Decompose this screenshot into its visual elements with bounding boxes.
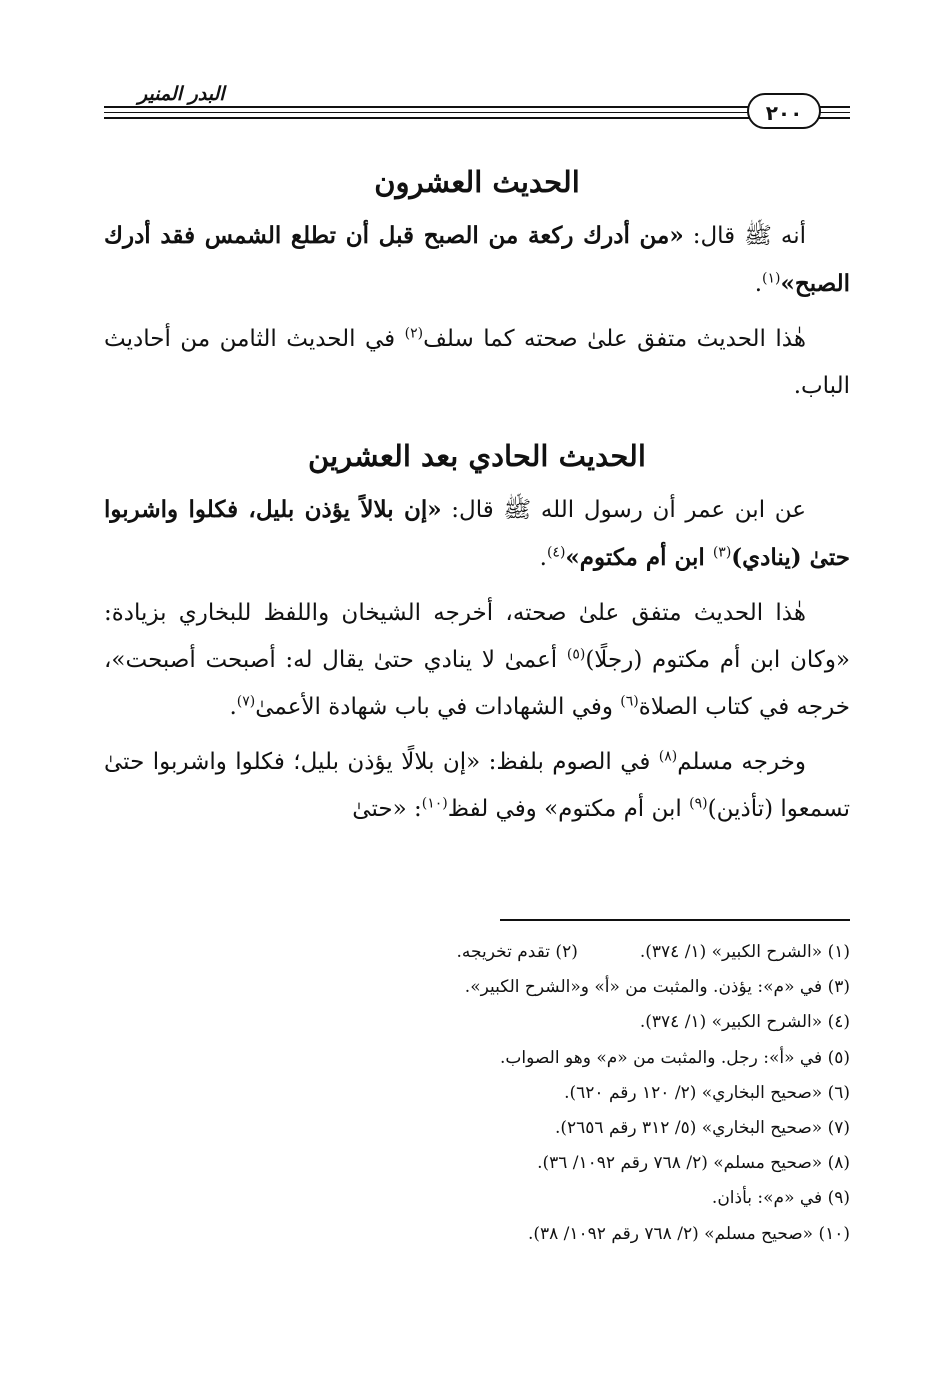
hadith-quote: «إن بلالاً يؤذن بليل، فكلوا واشربوا حتىٰ (ينادي): [104, 496, 850, 571]
paragraph: [104, 212, 850, 308]
text: وخرجه مسلم: [677, 749, 806, 775]
text: أعمىٰ لا ينادي حتىٰ يقال له: أصبحت أصبحت»، خرجه في كتاب الصلاة: [104, 647, 850, 720]
footnote: (٢) تقدم تخريجه.: [456, 942, 578, 962]
footnote-ref: (٦): [620, 693, 639, 710]
page-number: ٢٠٠: [747, 93, 821, 129]
hadith-quote: ابن أم مكتوم»: [565, 544, 713, 571]
header-rule: [104, 117, 850, 119]
footnote-ref: (٢): [404, 325, 424, 342]
text: في الصوم بلفظ: «إن بلالًا يؤذن بليل؛ فكلوا واشربوا حتىٰ تسمعوا (تأذين): [104, 749, 850, 822]
header-rule: [104, 106, 850, 108]
footnote: (٣) في «م»: يؤذن. والمثبت من «أ» و«الشرح الكبير».: [464, 977, 850, 998]
footnote-ref: (١): [762, 270, 781, 287]
footnote: (٦) «صحيح البخاري» (٢/ ١٢٠ رقم ٦٢٠).: [564, 1082, 850, 1103]
text: في الحديث الثامن من أحاديث الباب.: [104, 326, 850, 399]
footnote-ref: (٤): [546, 544, 566, 561]
text: هٰذا الحديث متفق علىٰ صحته كما سلف: [423, 326, 806, 352]
text: .: [754, 271, 763, 297]
main-text: [104, 162, 850, 833]
footnote-ref: (٧): [236, 693, 256, 710]
paragraph: [104, 316, 850, 410]
page-header: [104, 82, 850, 130]
footnote-separator: [500, 919, 850, 921]
footnote-ref: (١٠): [421, 795, 448, 812]
text: .: [229, 694, 237, 720]
footnote: (٨) «صحيح مسلم» (٢/ ٧٦٨ رقم ١٠٩٢/ ٣٦).: [537, 1153, 850, 1174]
text: هٰذا الحديث متفق علىٰ صحته، أخرجه الشيخان واللفظ للبخاري بزيادة: «وكان ابن أم مكتوم (رجلًا): [104, 600, 850, 673]
paragraph: [104, 739, 850, 833]
footnote-ref: (٣): [712, 544, 732, 561]
paragraph: [104, 590, 850, 731]
footnote: (٧) «صحيح البخاري» (٥/ ٣١٢ رقم ٢٦٥٦).: [554, 1118, 850, 1139]
text: عن ابن عمر أن رسول الله ﷺ قال:: [441, 497, 806, 523]
footnote: (٥) في «أ»: رجل. والمثبت من «م» وهو الصواب.: [500, 1047, 850, 1068]
header-rule: [104, 112, 850, 113]
footnote-ref: (٩): [689, 795, 708, 812]
text: .: [539, 545, 547, 571]
section-title: الحديث العشرون: [374, 165, 580, 199]
footnotes: [104, 935, 850, 1252]
text: وفي الشهادات في باب شهادة الأعمىٰ: [255, 694, 621, 720]
text: : «حتىٰ: [352, 796, 422, 822]
hadith-quote: «من أدرك ركعة من الصبح قبل أن تطلع الشمس فقد أدرك الصبح»: [104, 222, 850, 297]
footnote-ref: (٥): [566, 646, 586, 663]
footnote: (١) «الشرح الكبير» (١/ ٣٧٤).: [639, 942, 850, 962]
footnote: (٤) «الشرح الكبير» (١/ ٣٧٤).: [639, 1012, 850, 1033]
text: ابن أم مكتوم» وفي لفظ: [447, 796, 690, 822]
footnote: (١٠) «صحيح مسلم» (٢/ ٧٦٨ رقم ١٠٩٢/ ٣٨).: [527, 1223, 850, 1244]
footnote-ref: (٨): [658, 748, 678, 765]
paragraph: [104, 486, 850, 582]
text: أنه ﷺ قال:: [683, 223, 807, 249]
section-title: الحديث الحادي بعد العشرين: [308, 439, 646, 473]
footnote-row: [104, 935, 850, 970]
running-title: البدر المنير: [134, 82, 229, 106]
footnote: (٩) في «م»: بأذان.: [711, 1188, 850, 1209]
